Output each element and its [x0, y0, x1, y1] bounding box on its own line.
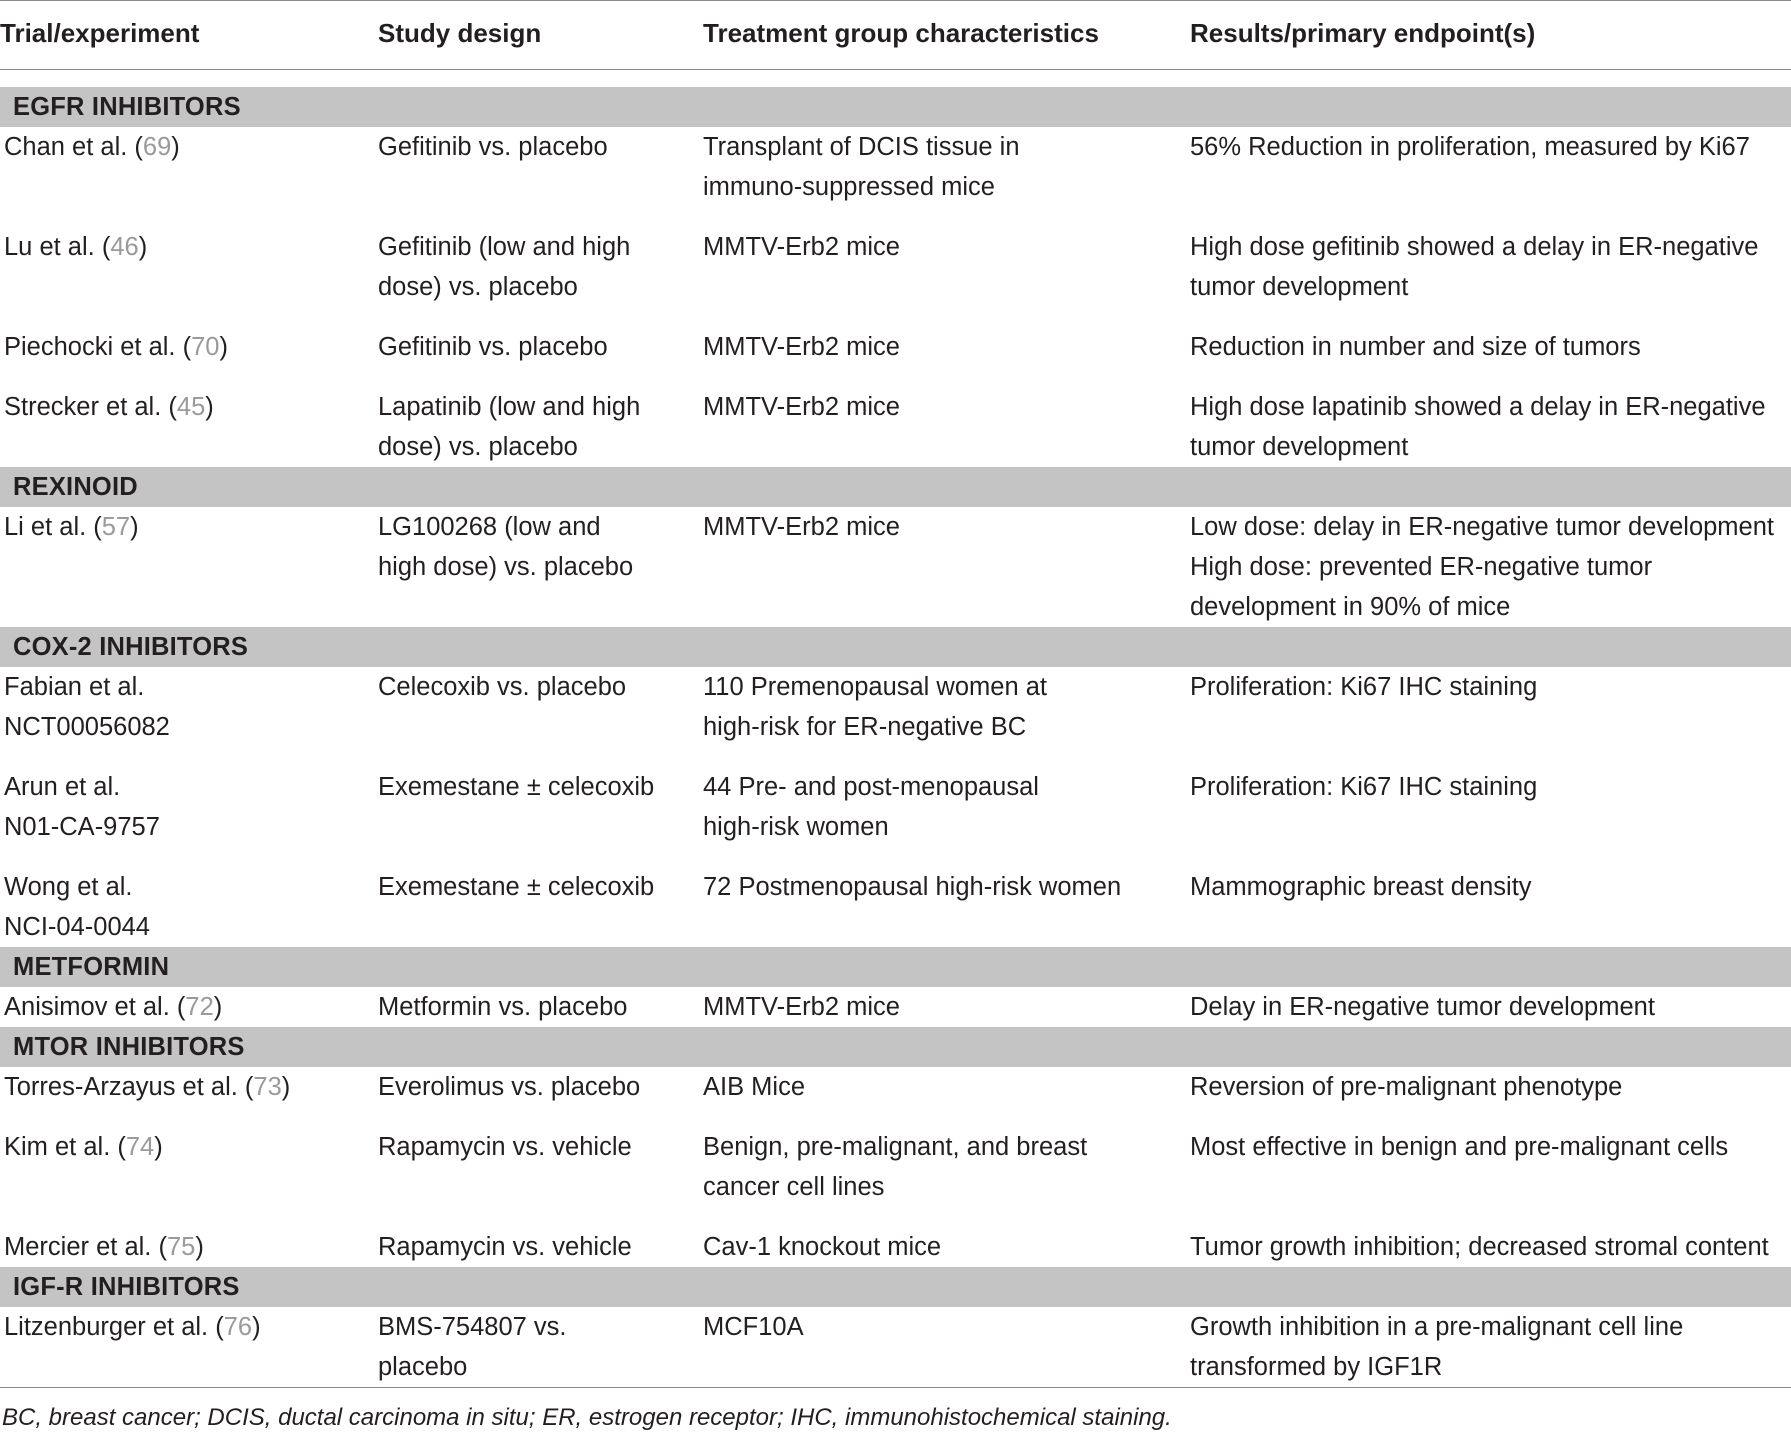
trial-name-close: ): [281, 1073, 291, 1101]
trial-name-close: ): [154, 1133, 163, 1161]
cell-results-line: Growth inhibition in a pre-malignant cell line: [1190, 1313, 1684, 1341]
cell-study-design-line: Gefitinib vs. placebo: [378, 333, 608, 361]
section-title: EGFR INHIBITORS: [0, 87, 1791, 127]
cell-treatment: [703, 387, 1190, 467]
header-spacer: [0, 70, 1791, 88]
table-row: [0, 387, 1791, 467]
cell-results: [1190, 327, 1791, 387]
reference-link[interactable]: 45: [176, 393, 206, 421]
cell-study-design-line: Gefitinib vs. placebo: [378, 133, 608, 161]
trial-name-close: ): [130, 513, 139, 541]
table-row: [0, 1067, 1791, 1127]
table-bottom-rule: [0, 1388, 1791, 1389]
cell-results-line: 56% Reduction in proliferation, measured by Ki67: [1190, 133, 1750, 161]
cell-trial: [0, 987, 378, 1027]
cell-results-line: transformed by IGF1R: [1190, 1353, 1443, 1381]
header-study-design: Study design: [378, 1, 703, 70]
header-trial: Trial/experiment: [0, 1, 378, 70]
cell-treatment: [703, 1227, 1190, 1267]
trial-name: Piechocki et al. (: [4, 333, 192, 361]
cell-study-design-line: Exemestane ± celecoxib: [378, 873, 655, 901]
cell-trial: [0, 507, 378, 627]
trial-id: N01-CA-9757: [4, 813, 160, 841]
cell-study-design-line: Rapamycin vs. vehicle: [378, 1133, 632, 1161]
trial-name: Chan et al. (: [4, 133, 143, 161]
cell-results-line: development in 90% of mice: [1190, 593, 1511, 621]
cell-study-design-line: placebo: [378, 1353, 468, 1381]
section-row: [0, 1027, 1791, 1067]
cell-trial: [0, 327, 378, 387]
section-title: METFORMIN: [0, 947, 1791, 987]
table-row: [0, 507, 1791, 627]
reference-link[interactable]: 69: [142, 133, 172, 161]
section-title: IGF-R INHIBITORS: [0, 1267, 1791, 1307]
table-body: [0, 70, 1791, 1389]
trial-name-close: ): [219, 333, 228, 361]
cell-results: [1190, 867, 1791, 947]
cell-trial: [0, 767, 378, 867]
cell-trial: [0, 1127, 378, 1227]
trial-name: Torres-Arzayus et al. (: [4, 1073, 254, 1101]
cell-results-line: Tumor growth inhibition; decreased stromal content: [1190, 1233, 1769, 1261]
cell-trial: [0, 127, 378, 227]
cell-results-line: tumor development: [1190, 433, 1409, 461]
trial-name: Anisimov et al. (: [4, 993, 186, 1021]
cell-results: [1190, 227, 1791, 327]
cell-treatment: [703, 1307, 1190, 1388]
cell-treatment-line: cancer cell lines: [703, 1173, 885, 1201]
cell-results: [1190, 1307, 1791, 1388]
table-header: [0, 1, 1791, 70]
cell-results: [1190, 387, 1791, 467]
cell-study-design: [378, 1227, 703, 1267]
cell-treatment: [703, 867, 1190, 947]
section-row: [0, 87, 1791, 127]
cell-study-design: [378, 867, 703, 947]
cell-treatment: [703, 127, 1190, 227]
table-row: [0, 767, 1791, 867]
cell-treatment: [703, 1067, 1190, 1127]
cell-treatment-line: immuno-suppressed mice: [703, 173, 995, 201]
cell-study-design: [378, 507, 703, 627]
cell-trial: [0, 1067, 378, 1127]
cell-treatment-line: high-risk women: [703, 813, 889, 841]
cell-study-design: [378, 127, 703, 227]
table-row: [0, 127, 1791, 227]
cell-study-design-line: Lapatinib (low and high: [378, 393, 641, 421]
cell-results: [1190, 1227, 1791, 1267]
cell-treatment-line: Benign, pre-malignant, and breast: [703, 1133, 1088, 1161]
cell-treatment: [703, 767, 1190, 867]
cell-study-design: [378, 327, 703, 387]
cell-treatment-line: 110 Premenopausal women at: [703, 673, 1047, 701]
table-row: [0, 1227, 1791, 1267]
cell-trial: [0, 1307, 378, 1388]
cell-results-line: Reduction in number and size of tumors: [1190, 333, 1641, 361]
cell-study-design: [378, 387, 703, 467]
cell-treatment-line: MMTV-Erb2 mice: [703, 393, 900, 421]
table-row: [0, 1127, 1791, 1227]
table-footnote: BC, breast cancer; DCIS, ductal carcinoma in situ; ER, estrogen receptor; IHC, immunohistochemical staining.: [2, 1404, 1172, 1431]
cell-treatment-line: MMTV-Erb2 mice: [703, 333, 900, 361]
cell-trial: [0, 1227, 378, 1267]
cell-treatment-line: high-risk for ER-negative BC: [703, 713, 1027, 741]
section-title: REXINOID: [0, 467, 1791, 507]
section-row: [0, 627, 1791, 667]
cell-results-line: Delay in ER-negative tumor development: [1190, 993, 1655, 1021]
trial-name: Kim et al. (: [4, 1133, 126, 1161]
cell-treatment-line: MCF10A: [703, 1313, 804, 1341]
reference-link[interactable]: 73: [253, 1073, 282, 1101]
cell-results-line: Mammographic breast density: [1190, 873, 1532, 901]
table-row: [0, 667, 1791, 767]
cell-study-design: [378, 767, 703, 867]
cell-results-line: Reversion of pre-malignant phenotype: [1190, 1073, 1623, 1101]
section-row: [0, 947, 1791, 987]
trial-name: Litzenburger et al. (: [4, 1313, 224, 1341]
cell-treatment: [703, 987, 1190, 1027]
cell-study-design-line: BMS-754807 vs.: [378, 1313, 567, 1341]
cell-treatment-line: MMTV-Erb2 mice: [703, 513, 900, 541]
cell-treatment-line: MMTV-Erb2 mice: [703, 233, 900, 261]
trial-name-close: ): [252, 1313, 261, 1341]
cell-results: [1190, 987, 1791, 1027]
cell-results: [1190, 507, 1791, 627]
cell-results-line: Most effective in benign and pre-malignant cells: [1190, 1133, 1729, 1161]
section-row: [0, 1267, 1791, 1307]
cell-results-line: Low dose: delay in ER-negative tumor development: [1190, 513, 1774, 541]
cell-treatment: [703, 327, 1190, 387]
trial-id: NCI-04-0044: [4, 913, 150, 941]
trial-name-close: ): [213, 993, 223, 1021]
cell-trial: [0, 867, 378, 947]
cell-treatment-line: AIB Mice: [703, 1073, 806, 1101]
cell-study-design-line: Metformin vs. placebo: [378, 993, 628, 1021]
cell-trial: [0, 387, 378, 467]
reference-link[interactable]: 46: [110, 233, 139, 261]
cell-results-line: tumor development: [1190, 273, 1409, 301]
cell-study-design-line: Exemestane ± celecoxib: [378, 773, 655, 801]
cell-study-design: [378, 227, 703, 327]
cell-results-line: High dose gefitinib showed a delay in ER-negative: [1190, 233, 1759, 261]
cell-study-design-line: Celecoxib vs. placebo: [378, 673, 627, 701]
trial-name-close: ): [195, 1233, 204, 1261]
cell-study-design-line: high dose) vs. placebo: [378, 553, 634, 581]
cell-results: [1190, 127, 1791, 227]
cell-study-design: [378, 1127, 703, 1227]
trial-name: Lu et al. (: [4, 233, 111, 261]
section-title: COX-2 INHIBITORS: [0, 627, 1791, 667]
reference-link[interactable]: 75: [166, 1233, 196, 1261]
trial-name: Fabian et al.: [4, 673, 145, 701]
cell-results: [1190, 767, 1791, 867]
table-row: [0, 987, 1791, 1027]
cell-results: [1190, 1067, 1791, 1127]
trial-name-close: ): [171, 133, 180, 161]
cell-results-line: High dose: prevented ER-negative tumor: [1190, 553, 1653, 581]
reference-link[interactable]: 70: [191, 333, 220, 361]
trial-name: Li et al. (: [4, 513, 102, 541]
cell-treatment: [703, 1127, 1190, 1227]
trial-name: Wong et al.: [4, 873, 133, 901]
cell-results: [1190, 667, 1791, 767]
cell-treatment: [703, 507, 1190, 627]
cell-study-design-line: LG100268 (low and: [378, 513, 601, 541]
cell-results: [1190, 1127, 1791, 1227]
section-title: MTOR INHIBITORS: [0, 1027, 1791, 1067]
header-results: Results/primary endpoint(s): [1190, 1, 1791, 70]
cell-treatment-line: Transplant of DCIS tissue in: [703, 133, 1020, 161]
cell-trial: [0, 667, 378, 767]
reference-link[interactable]: 57: [101, 513, 131, 541]
cell-study-design-line: Rapamycin vs. vehicle: [378, 1233, 632, 1261]
header-treatment: Treatment group characteristics: [703, 1, 1190, 70]
reference-link[interactable]: 76: [223, 1313, 253, 1341]
cell-study-design: [378, 1067, 703, 1127]
cell-results-line: Proliferation: Ki67 IHC staining: [1190, 773, 1538, 801]
cell-study-design-line: dose) vs. placebo: [378, 433, 578, 461]
table-row: [0, 867, 1791, 947]
cell-treatment: [703, 227, 1190, 327]
section-row: [0, 467, 1791, 507]
cell-study-design-line: Gefitinib (low and high: [378, 233, 631, 261]
cell-treatment-line: Cav-1 knockout mice: [703, 1233, 942, 1261]
trial-id: NCT00056082: [4, 713, 170, 741]
reference-link[interactable]: 74: [125, 1133, 155, 1161]
cell-study-design-line: dose) vs. placebo: [378, 273, 578, 301]
cell-treatment-line: 72 Postmenopausal high-risk women: [703, 873, 1122, 901]
trial-name: Arun et al.: [4, 773, 121, 801]
trial-name: Strecker et al. (: [4, 393, 177, 421]
cell-treatment-line: 44 Pre- and post-menopausal: [703, 773, 1039, 801]
trial-name-close: ): [205, 393, 214, 421]
reference-link[interactable]: 72: [185, 993, 214, 1021]
cell-results-line: High dose lapatinib showed a delay in ER-negative: [1190, 393, 1766, 421]
cell-treatment-line: MMTV-Erb2 mice: [703, 993, 900, 1021]
cell-study-design-line: Everolimus vs. placebo: [378, 1073, 641, 1101]
table-row: [0, 327, 1791, 387]
cell-treatment: [703, 667, 1190, 767]
table-row: [0, 1307, 1791, 1388]
trial-name-close: ): [138, 233, 148, 261]
cell-trial: [0, 227, 378, 327]
cell-study-design: [378, 1307, 703, 1388]
cell-results-line: Proliferation: Ki67 IHC staining: [1190, 673, 1538, 701]
cell-study-design: [378, 987, 703, 1027]
cell-study-design: [378, 667, 703, 767]
table-row: [0, 227, 1791, 327]
trial-name: Mercier et al. (: [4, 1233, 167, 1261]
